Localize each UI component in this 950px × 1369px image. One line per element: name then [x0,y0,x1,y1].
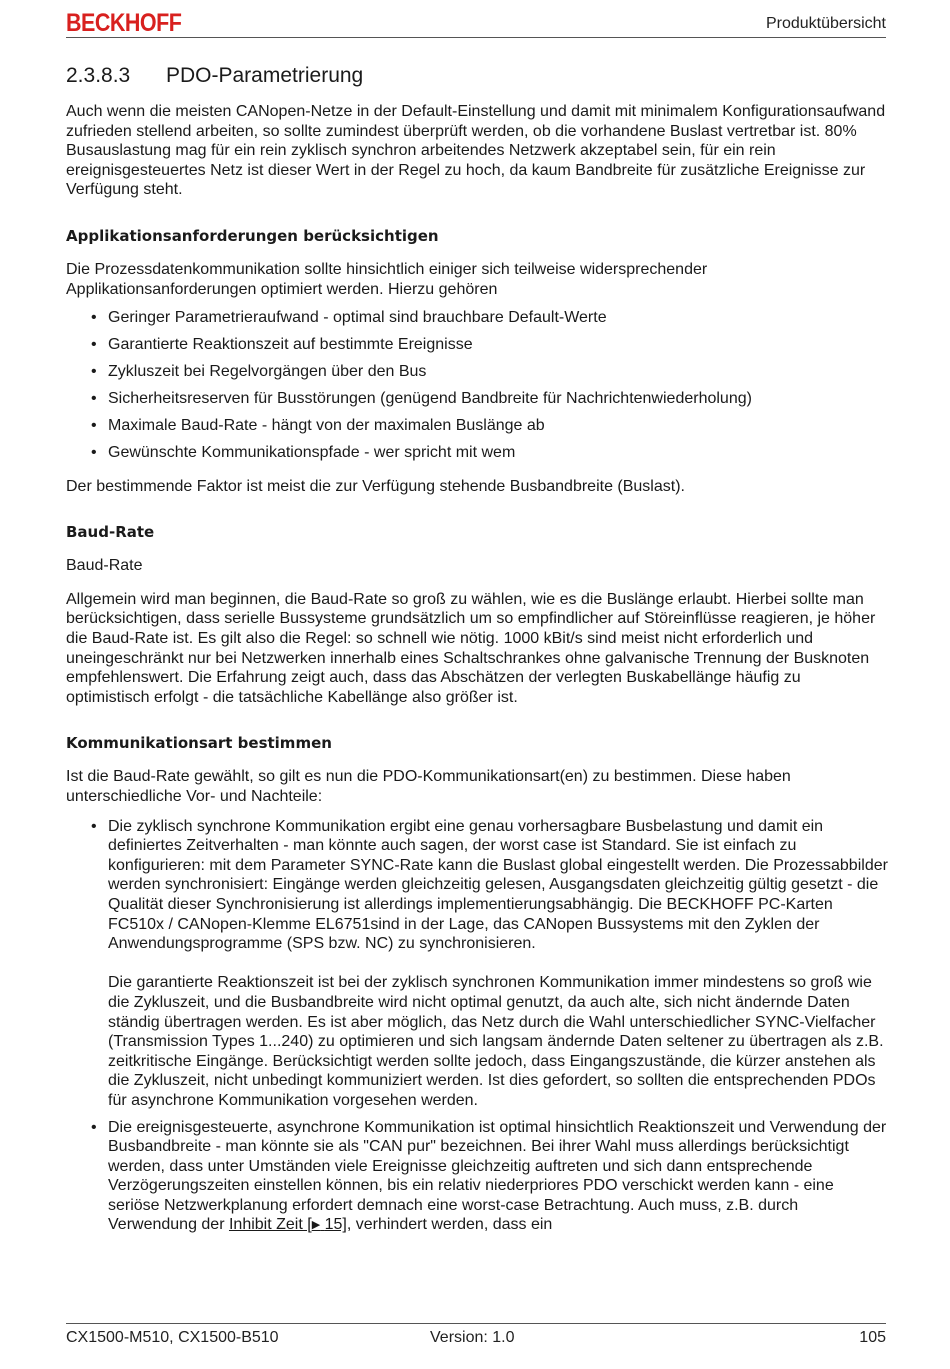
section-title: PDO-Parametrierung [166,64,364,87]
async-comm-paragraph: Die ereignisgesteuerte, asynchrone Kommunikation ist optimal hinsichtlich Reaktionszeit und Verwendung der Busbandbreite - man könnte sie als "CAN pur" bezeichnen. Bei ihrer Wahl muss allerdings berücksichtigt werden, dass unter Umständen viele Ereignisse gleichzeitig auftreten und sich dann entsprechende Verzögerungszeiten einstellen können, bis ein relativ niederpriores PDO verschickt werden kann - eine seriöse Netzwerkplanung erfordert demnach eine worst-case Betrachtung. Auch muss, z.B. durch Verwendung der Inhibit Zeit [▶ 15], verhindert werden, dass ein [108,1118,887,1234]
bullet-icon: • [91,817,97,835]
app-requirements-list [66,308,888,463]
footer-divider [66,1323,886,1324]
baud-rate-paragraph: Allgemein wird man beginnen, die Baud-Rate so groß zu wählen, wie es die Buslänge erlaubt. Hierbei sollte man berücksichtigen, dass serielle Bussysteme grundsätzlich um so empfindlicher auf Störeinflüsse reagieren, je höher die Baud-Rate ist. Es gilt also die Regel: so schnell wie nötig. 1000 kBit/s sind meist nicht erforderlich und uneingeschränkt nur bei Netzwerken innerhalb eines Schaltschrankes ohne galvanische Trennung der Busknoten empfehlenswert. Die Erfahrung zeigt auch, dass das Abschätzen der verlegten Buskabellänge häufig zu optimistisch erfolgt - die tatsächliche Kabellänge also größer ist. [66,590,876,706]
header-divider [66,37,886,38]
list-item: • Maximale Baud-Rate - hängt von der maximalen Buslänge ab [91,417,545,435]
footer-version: Version: 1.0 [430,1329,515,1346]
page-content [66,64,888,1243]
app-requirements-conclusion: Der bestimmende Faktor ist meist die zur Verfügung stehende Busbandbreite (Buslast). [66,477,685,495]
baud-rate-label: Baud-Rate [66,557,143,575]
sync-comm-paragraph: Die zyklisch synchrone Kommunikation ergibt eine genau vorhersagbare Busbelastung und damit ein definiertes Zeitverhalten - man könnte auch sagen, der worst case ist Standard. Sie ist einfach zu konfigurieren: mit dem Parameter SYNC-Rate kann die Buslast global eingestellt werden. Die Prozessabbilder werden synchronisiert: Eingänge werden gleichzeitig gelesen, Ausgangsdaten gleichzeitig gültig gesetzt - die Qualität dieser Synchronisierung ist allerdings implementierungsabhängig. Die BECKHOFF PC-Karten FC510x / CANopen-Klemme EL6751sind in der Lage, das CANopen Bussystems mit den Zyklen der Anwendungsprogramme (SPS bzw. NC) zu synchronisieren. [108,817,888,953]
baud-rate-heading: Baud-Rate [66,523,155,542]
bullet-icon: • [91,417,97,435]
list-item: • Gewünschte Kommunikationspfade - wer spricht mit wem [91,444,516,462]
footer-product: CX1500-M510, CX1500-B510 [66,1329,279,1346]
header-section-title: Produktübersicht [765,15,886,32]
list-item: • Geringer Parametrieraufwand - optimal sind brauchbare Default-Werte [91,309,607,327]
triangle-right-icon: ▶ [311,1219,321,1232]
section-heading [66,64,888,88]
bullet-icon: • [91,390,97,408]
list-item: • Sicherheitsreserven für Busstörungen (genügend Bandbreite für Nachrichtenwiederholung) [91,390,752,408]
comm-type-intro: Ist die Baud-Rate gewählt, so gilt es nun die PDO-Kommunikationsart(en) zu bestimmen. Diese haben unterschiedliche Vor- und Nachteile: [66,768,791,806]
bullet-icon: • [91,309,97,327]
bullet-icon: • [91,1118,97,1136]
list-item: • Garantierte Reaktionszeit auf bestimmte Ereignisse [91,336,473,354]
list-item [66,1118,888,1237]
bullet-icon: • [91,444,97,462]
section-number: 2.3.8.3 [66,64,131,87]
comm-type-heading: Kommunikationsart bestimmen [66,734,332,753]
app-requirements-heading: Applikationsanforderungen berücksichtigen [66,226,439,245]
list-item [66,817,888,1111]
footer-page-number: 105 [859,1329,886,1346]
list-item: • Zykluszeit bei Regelvorgängen über den Bus [91,363,427,381]
app-requirements-intro: Die Prozessdatenkommunikation sollte hinsichtlich einiger sich teilweise widersprechender Applikationsanforderungen optimiert werden. Hierzu gehören [66,260,708,298]
bullet-icon: • [91,336,97,354]
inhibit-time-link[interactable]: Inhibit Zeit [▶ 15] [228,1216,347,1234]
beckhoff-logo: BECKHOFF [66,9,182,37]
bullet-icon: • [91,363,97,381]
intro-paragraph: Auch wenn die meisten CANopen-Netze in der Default-Einstellung und damit mit minimalem Konfigurationsaufwand zufrieden stellend arbeiten, so sollte zumindest überprüft werden, ob die vorhandene Buslast vertretbar ist. 80% Busauslastung mag für ein rein zyklisch synchron arbeitendes Netzwerk akzeptabel sein, für ein rein ereignisgesteuertes Netz ist dieser Wert in der Regel zu hoch, da kaum Bandbreite für zusätzliche Ereignisse zur Verfügung steht. [66,103,886,199]
page-header [66,8,886,40]
sync-comm-reaction-paragraph: Die garantierte Reaktionszeit ist bei der zyklisch synchronen Kommunikation immer mindestens so groß wie die Zykluszeit, und die Busbandbreite wird nicht optimal genutzt, da auch alte, sich nicht ändernde Daten ständig übertragen werden. Es ist aber möglich, das Netz durch die Wahl unterschiedlicher SYNC-Vielfacher (Transmission Types 1...240) zu optimieren und sich langsam ändernde Daten seltener zu übertragen als z.B. zeitkritische Eingänge. Berücksichtigt werden sollte jedoch, dass Eingangszustände, die kürzer anstehen als die Zykluszeit, nicht unbedingt kommuniziert werden. Ist dies gefordert, so sollten die entsprechenden PDOs für asynchrone Kommunikation vorgesehen werden. [108,974,884,1109]
comm-type-list [66,817,888,1236]
